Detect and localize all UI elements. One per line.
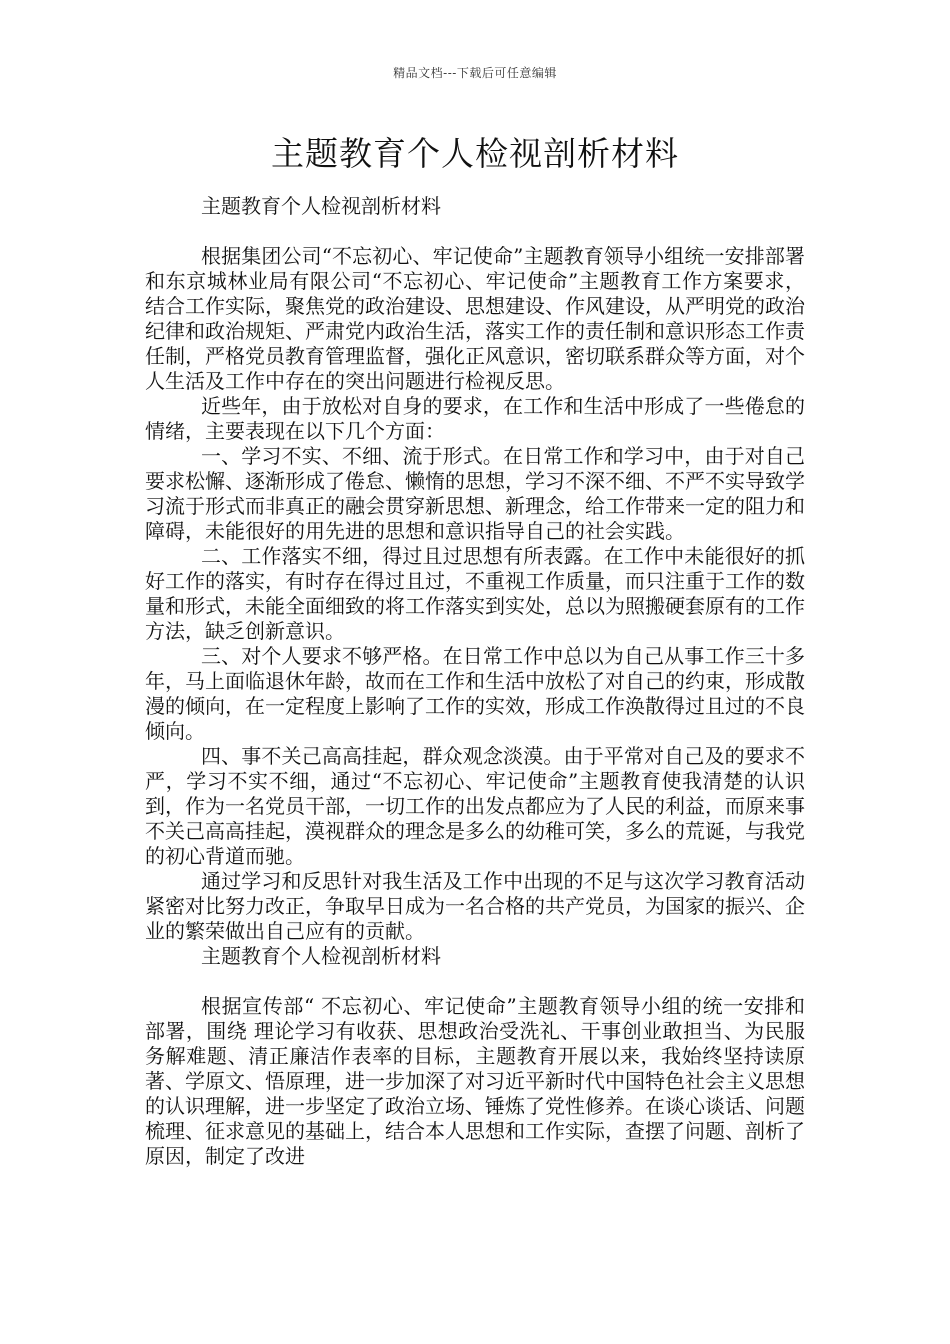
- paragraph: 根据宣传部“ 不忘初心、牢记使命”主题教育领导小组的统一安排和部署，围绕 理论学习有收获、思想政治受洗礼、干事创业敢担当、为民服务解难题、清正廉洁作表率的目标，主题教育开展以来，我始终坚持读原著、学原文、悟原理，进一步加深了对习近平新时代中国特色社会主义思想的认识理解，进一步坚定了政治立场、锤炼了党性修养。在谈心谈话、问题梳理、征求意见的基础上，结合本人思想和工作实际，查摆了问题、剖析了原因，制定了改进: [145, 994, 805, 1168]
- paragraph: 通过学习和反思针对我生活及工作中出现的不足与这次学习教育活动紧密对比努力改正，争取早日成为一名合格的共产党员，为国家的振兴、企业的繁荣做出自己应有的贡献。: [145, 869, 805, 943]
- section-subtitle: 主题教育个人检视剖析材料: [201, 194, 441, 218]
- paragraph: 根据集团公司“不忘初心、牢记使命”主题教育领导小组统一安排部署和东京城林业局有限公司“不忘初心、牢记使命”主题教育工作方案要求，结合工作实际，聚焦党的政治建设、思想建设、作风建设，从严明党的政治纪律和政治规矩、严肃党内政治生活，落实工作的责任制和意识形态工作责任制，严格党员教育管理监督，强化正风意识，密切联系群众等方面，对个人生活及工作中存在的突出问题进行检视反思。: [145, 244, 805, 393]
- paragraph: 四、事不关己高高挂起，群众观念淡漠。由于平常对自己及的要求不严，学习不实不细，通过“不忘初心、牢记使命”主题教育使我清楚的认识到，作为一名党员干部，一切工作的出发点都应为了人民的利益，而原来事不关己高高挂起，漠视群众的理念是多么的幼稚可笑，多么的荒诞，与我党的初心背道而驰。: [145, 744, 805, 868]
- paragraph: 近些年，由于放松对自身的要求，在工作和生活中形成了一些倦怠的情绪，主要表现在以下几个方面：: [145, 394, 805, 443]
- paragraph: 二、工作落实不细，得过且过思想有所表露。在工作中未能很好的抓好工作的落实，有时存在得过且过，不重视工作质量，而只注重于工作的数量和形式，未能全面细致的将工作落实到实处，总以为照搬硬套原有的工作方法，缺乏创新意识。: [145, 544, 805, 643]
- page-header-note: 精品文档---下载后可任意编辑: [393, 66, 557, 80]
- paragraph: 一、学习不实、不细、流于形式。在日常工作和学习中，由于对自己要求松懈、逐渐形成了倦怠、懒惰的思想，学习不深不细、不严不实导致学习流于形式而非真正的融会贯穿新思想、新理念，给工作带来一定的阻力和障碍，未能很好的用先进的思想和意识指导自己的社会实践。: [145, 444, 805, 543]
- paragraph: 三、对个人要求不够严格。在日常工作中总以为自己从事工作三十多年，马上面临退休年龄，故而在工作和生活中放松了对自己的约束，形成散漫的倾向，在一定程度上影响了工作的实效，形成工作涣散得过且过的不良倾向。: [145, 644, 805, 743]
- blank-line: [145, 219, 805, 244]
- page-title: 主题教育个人检视剖析材料: [271, 134, 679, 173]
- document-body: [145, 194, 805, 1169]
- blank-line: [145, 969, 805, 994]
- section-subtitle: 主题教育个人检视剖析材料: [201, 944, 441, 968]
